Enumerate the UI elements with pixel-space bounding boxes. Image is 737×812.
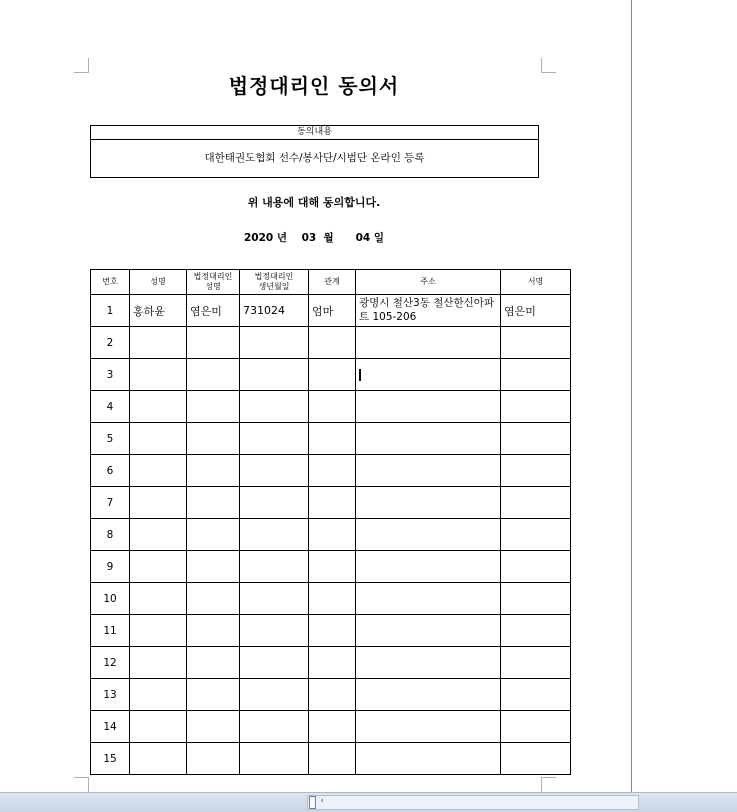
row-guardian-name[interactable]	[187, 551, 240, 583]
table-header-row	[91, 270, 571, 295]
agree-statement[interactable]: 위 내용에 대해 동의합니다.	[247, 196, 381, 209]
row-address[interactable]	[356, 743, 501, 775]
row-guardian-birth[interactable]	[240, 743, 309, 775]
table-row	[91, 519, 571, 551]
row-guardian-name[interactable]	[187, 359, 240, 391]
row-guardian-birth[interactable]	[240, 679, 309, 711]
row-signature[interactable]	[501, 679, 571, 711]
row-number[interactable]: 1	[91, 295, 130, 327]
row-signature[interactable]	[501, 711, 571, 743]
header-relation[interactable]: 관계	[309, 270, 356, 295]
row-number[interactable]: 11	[91, 615, 130, 647]
header-signature[interactable]: 서명	[501, 270, 571, 295]
row-guardian-birth[interactable]	[240, 551, 309, 583]
row-address[interactable]	[356, 583, 501, 615]
row-relation[interactable]	[309, 743, 356, 775]
row-signature[interactable]	[501, 743, 571, 775]
row-guardian-name[interactable]: 염은미	[187, 295, 240, 327]
crop-mark-top-left	[74, 58, 89, 73]
row-number[interactable]: 12	[91, 647, 130, 679]
row-address[interactable]	[356, 455, 501, 487]
scroll-left-arrow-icon[interactable]: ‹	[320, 796, 324, 806]
table-row	[91, 423, 571, 455]
row-name[interactable]	[130, 711, 187, 743]
row-number[interactable]: 6	[91, 455, 130, 487]
table-row	[91, 359, 571, 391]
row-name[interactable]	[130, 455, 187, 487]
row-guardian-birth[interactable]	[240, 583, 309, 615]
row-guardian-name[interactable]	[187, 327, 240, 359]
row-guardian-birth[interactable]	[240, 711, 309, 743]
row-relation[interactable]	[309, 615, 356, 647]
row-relation[interactable]	[309, 391, 356, 423]
row-relation[interactable]	[309, 551, 356, 583]
text-caret	[359, 369, 361, 381]
row-address[interactable]	[356, 327, 501, 359]
row-relation[interactable]	[309, 583, 356, 615]
row-guardian-name[interactable]	[187, 519, 240, 551]
table-row	[91, 295, 571, 327]
row-guardian-birth[interactable]	[240, 327, 309, 359]
row-name[interactable]: 홍하윤	[130, 295, 187, 327]
row-address[interactable]	[356, 391, 501, 423]
guardian-table	[90, 269, 571, 775]
row-guardian-birth[interactable]	[240, 455, 309, 487]
row-name[interactable]	[130, 423, 187, 455]
row-relation[interactable]	[309, 455, 356, 487]
row-number[interactable]: 15	[91, 743, 130, 775]
row-address[interactable]	[356, 519, 501, 551]
row-guardian-birth[interactable]	[240, 487, 309, 519]
header-name[interactable]: 성명	[130, 270, 187, 295]
row-relation[interactable]: 엄마	[309, 295, 356, 327]
crop-mark-bottom-right	[541, 777, 556, 792]
row-address[interactable]	[356, 711, 501, 743]
row-name[interactable]	[130, 327, 187, 359]
row-signature[interactable]: 염은미	[501, 295, 571, 327]
table-row	[91, 487, 571, 519]
row-address[interactable]	[356, 487, 501, 519]
row-relation[interactable]	[309, 359, 356, 391]
row-guardian-name[interactable]	[187, 455, 240, 487]
row-signature[interactable]	[501, 391, 571, 423]
row-address[interactable]	[356, 615, 501, 647]
row-number[interactable]: 4	[91, 391, 130, 423]
row-relation[interactable]	[309, 711, 356, 743]
table-row	[91, 455, 571, 487]
row-guardian-name[interactable]	[187, 679, 240, 711]
table-row	[91, 615, 571, 647]
row-number[interactable]: 8	[91, 519, 130, 551]
row-relation[interactable]	[309, 487, 356, 519]
table-row	[91, 551, 571, 583]
row-guardian-name[interactable]	[187, 391, 240, 423]
table-row	[91, 583, 571, 615]
row-relation[interactable]	[309, 679, 356, 711]
header-guardian-birth[interactable]: 법정대리인 생년월일	[240, 270, 309, 295]
row-signature[interactable]	[501, 583, 571, 615]
row-relation[interactable]	[309, 519, 356, 551]
row-number[interactable]: 10	[91, 583, 130, 615]
row-relation[interactable]	[309, 647, 356, 679]
table-row	[91, 743, 571, 775]
row-guardian-name[interactable]	[187, 423, 240, 455]
row-signature[interactable]	[501, 455, 571, 487]
workspace-background	[632, 0, 737, 792]
consent-body[interactable]: 대한태권도협회 선수/봉사단/시범단 온라인 등록	[204, 152, 425, 164]
row-signature[interactable]	[501, 551, 571, 583]
row-name[interactable]	[130, 519, 187, 551]
row-name[interactable]	[130, 679, 187, 711]
row-number[interactable]: 13	[91, 679, 130, 711]
row-guardian-birth[interactable]	[240, 391, 309, 423]
row-number[interactable]: 14	[91, 711, 130, 743]
table-row	[91, 711, 571, 743]
crop-mark-bottom-left	[74, 777, 89, 792]
table-row	[91, 391, 571, 423]
row-guardian-name[interactable]	[187, 615, 240, 647]
crop-mark-top-right	[541, 58, 556, 73]
row-guardian-name[interactable]	[187, 711, 240, 743]
row-address[interactable]	[356, 551, 501, 583]
header-number[interactable]: 번호	[91, 270, 130, 295]
row-name[interactable]	[130, 391, 187, 423]
row-number[interactable]: 5	[91, 423, 130, 455]
consent-header[interactable]: 동의내용	[91, 126, 538, 140]
row-guardian-birth[interactable]	[240, 519, 309, 551]
row-number[interactable]: 2	[91, 327, 130, 359]
row-number[interactable]: 7	[91, 487, 130, 519]
header-address[interactable]: 주소	[356, 270, 501, 295]
row-address[interactable]: 광명시 철산3동 철산한신아파트 105-206	[356, 295, 501, 327]
table-row	[91, 647, 571, 679]
row-name[interactable]	[130, 487, 187, 519]
row-name[interactable]	[130, 583, 187, 615]
row-guardian-name[interactable]	[187, 647, 240, 679]
row-name[interactable]	[130, 743, 187, 775]
row-number[interactable]: 9	[91, 551, 130, 583]
scrollbar-thumb[interactable]	[309, 796, 316, 809]
consent-date[interactable]: 2020 년 03 월 04 일	[243, 232, 385, 244]
consent-box	[90, 125, 539, 178]
row-signature[interactable]	[501, 647, 571, 679]
row-guardian-birth[interactable]	[240, 647, 309, 679]
row-guardian-birth[interactable]	[240, 615, 309, 647]
row-address[interactable]	[356, 679, 501, 711]
row-signature[interactable]	[501, 519, 571, 551]
row-signature[interactable]	[501, 423, 571, 455]
row-address[interactable]	[356, 647, 501, 679]
row-signature[interactable]	[501, 487, 571, 519]
row-name[interactable]	[130, 615, 187, 647]
row-signature[interactable]	[501, 359, 571, 391]
table-row	[91, 679, 571, 711]
row-name[interactable]	[130, 551, 187, 583]
row-address[interactable]	[356, 423, 501, 455]
table-row	[91, 327, 571, 359]
row-name[interactable]	[130, 359, 187, 391]
row-number[interactable]: 3	[91, 359, 130, 391]
row-signature[interactable]	[501, 615, 571, 647]
row-guardian-birth[interactable]	[240, 359, 309, 391]
row-name[interactable]	[130, 647, 187, 679]
row-guardian-birth[interactable]	[240, 423, 309, 455]
row-guardian-birth[interactable]: 731024	[240, 295, 309, 327]
document-title[interactable]: 법정대리인 동의서	[228, 74, 400, 98]
row-relation[interactable]	[309, 327, 356, 359]
row-address[interactable]	[356, 359, 501, 391]
horizontal-scrollbar[interactable]	[307, 795, 639, 810]
row-signature[interactable]	[501, 327, 571, 359]
row-guardian-name[interactable]	[187, 743, 240, 775]
row-relation[interactable]	[309, 423, 356, 455]
row-guardian-name[interactable]	[187, 583, 240, 615]
header-guardian-name[interactable]: 법정대리인 성명	[187, 270, 240, 295]
row-guardian-name[interactable]	[187, 487, 240, 519]
